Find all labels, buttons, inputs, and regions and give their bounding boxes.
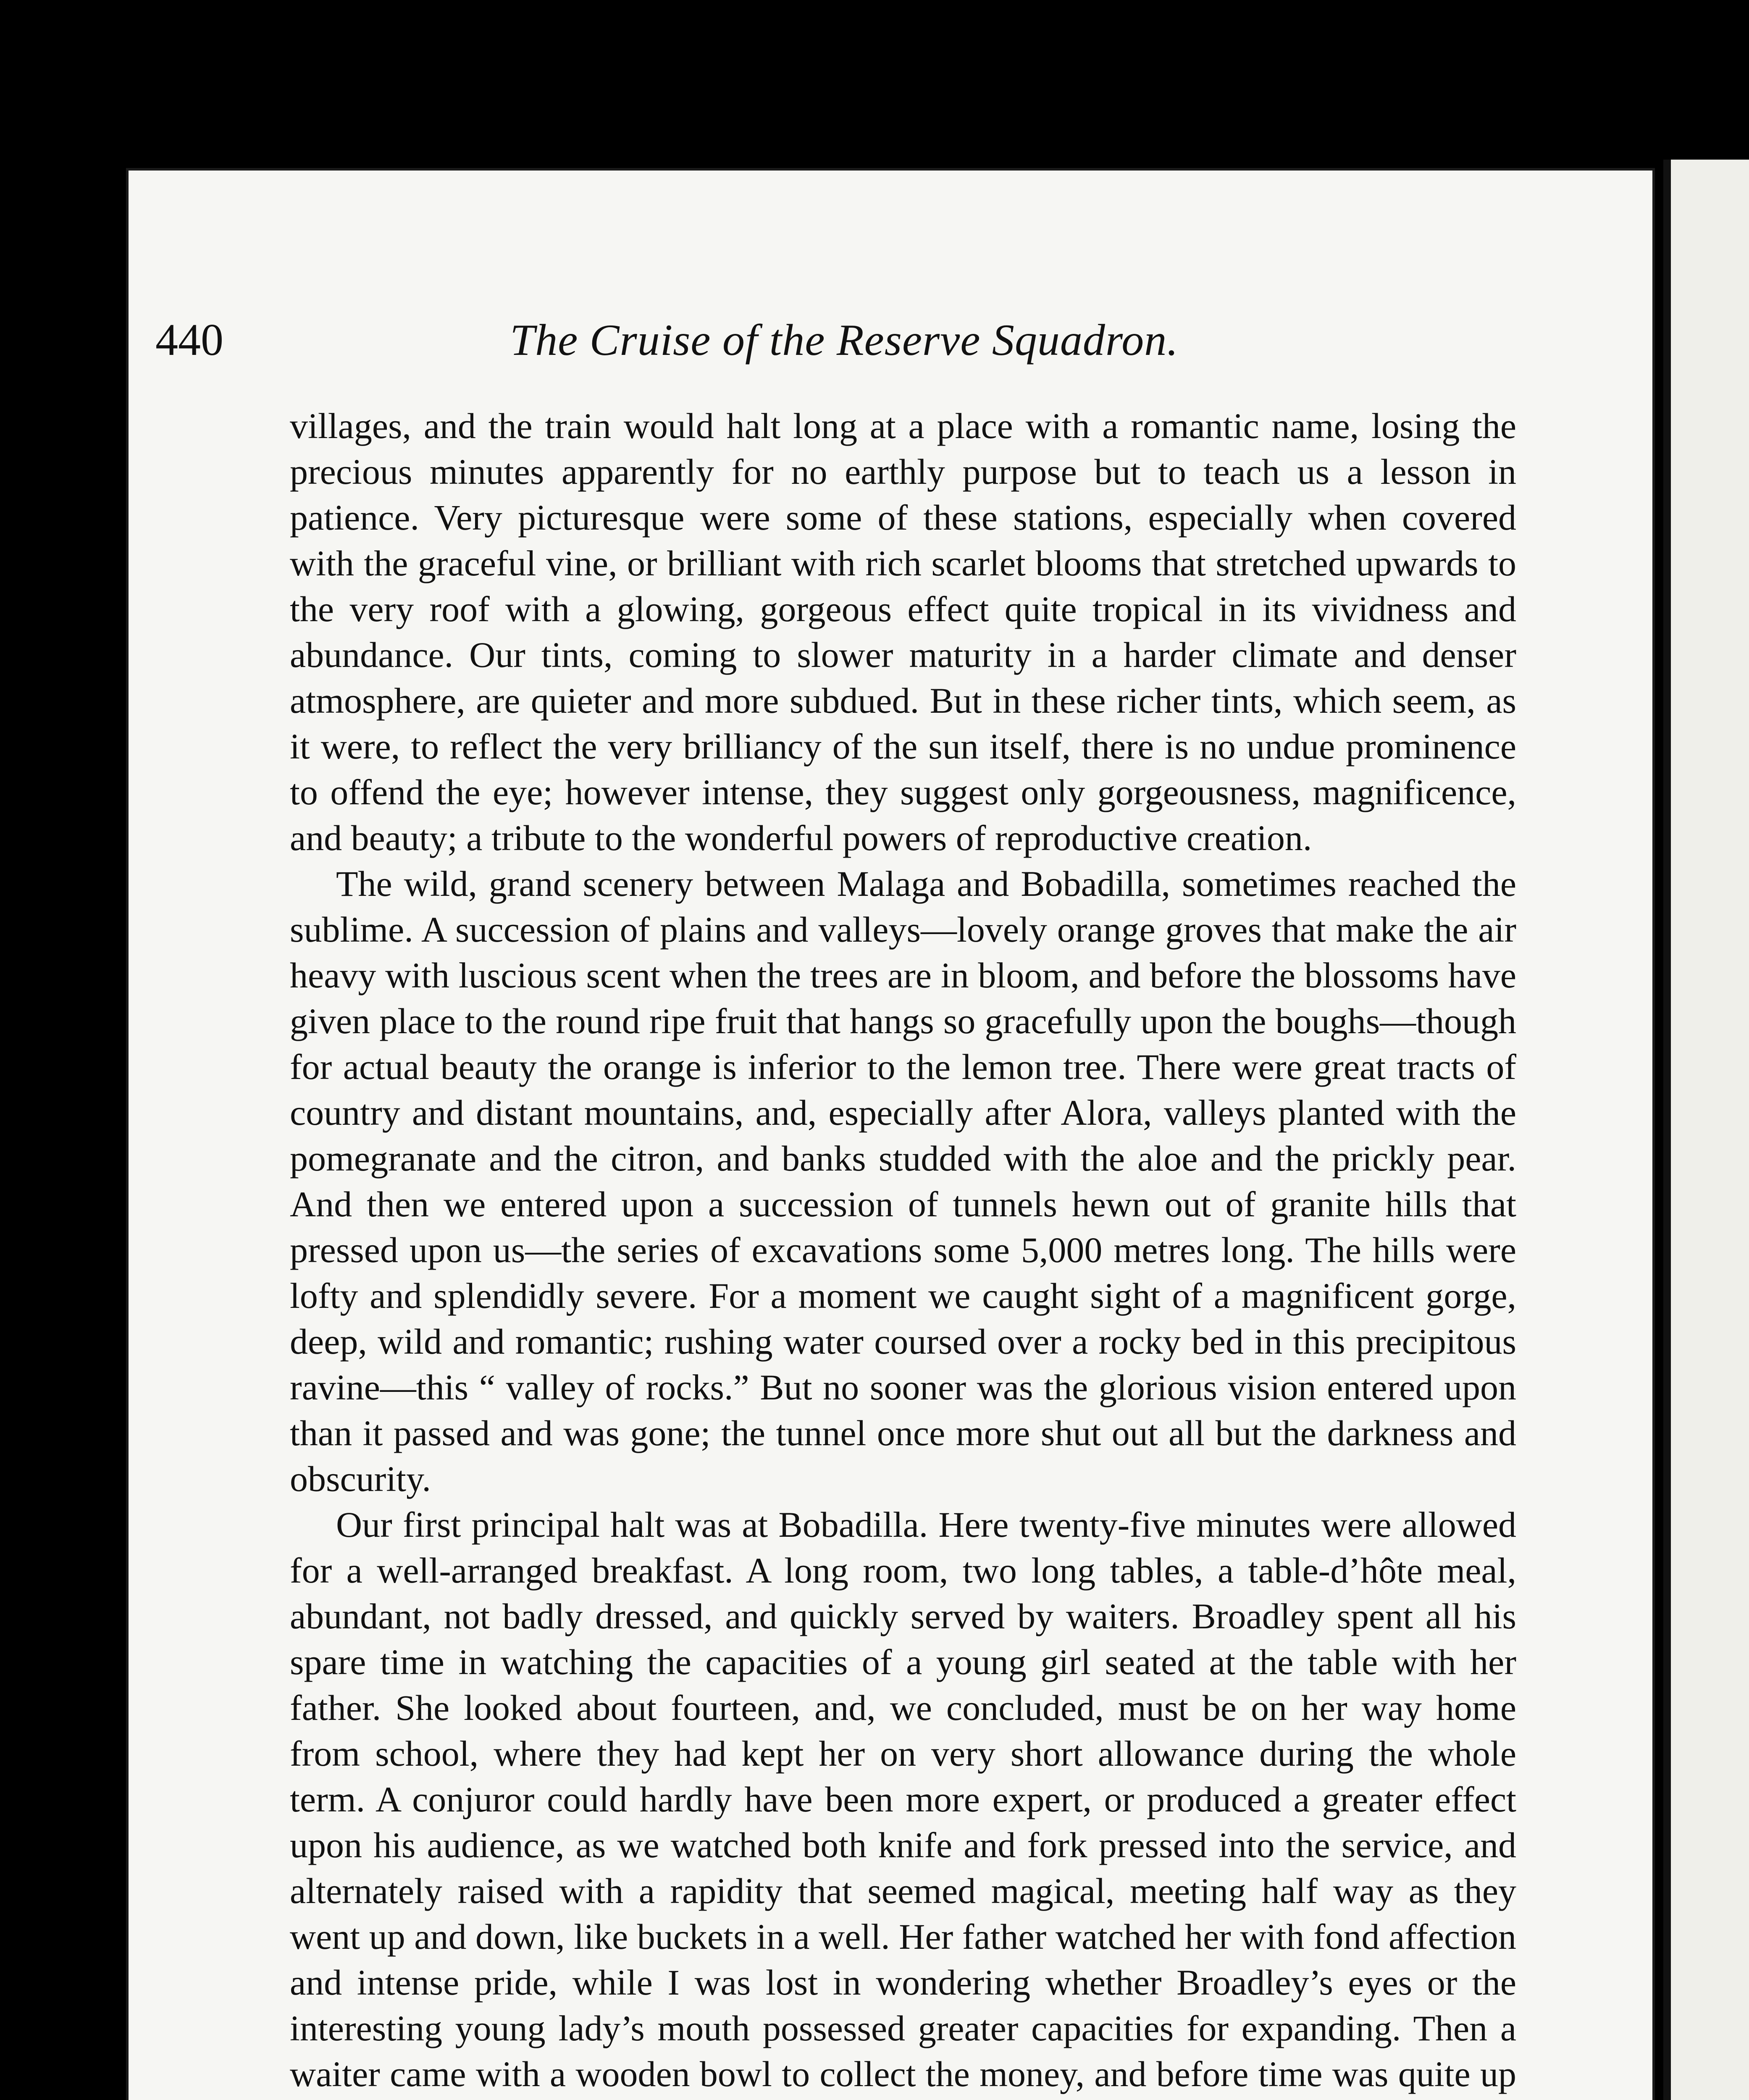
paragraph-1: villages, and the train would halt long at a place with a romantic name, losing the precious minutes apparently for no earthly purpose but to teach us a lesson in patience. Very picturesque were some of these stations, especially when covered with the graceful vine, or brilliant with rich scarlet blooms that stretched upwards to the very roof with a glowing, gorgeous effect quite tropical in its vividness and abundance. Our tints, coming to slower maturity in a harder climate and denser atmosphere, are quieter and more subdued. But in these richer tints, which seem, as it were, to reflect the very brilliancy of the sun itself, there is no undue prominence to offend the eye; however intense, they suggest only gorgeousness, magnificence, and beauty; a tribute to the wonderful powers of reproductive creation. (290, 406, 1516, 858)
page-header (155, 311, 1533, 370)
paragraph-2: The wild, grand scenery between Malaga and Bobadilla, sometimes reached the sublime. A succession of plains and valleys—lovely orange groves that make the air heavy with luscious scent when the trees are in bloom, and before the blossoms have given place to the round ripe fruit that hangs so gracefully upon the boughs—though for actual beauty the orange is inferior to the lemon tree. There were great tracts of country and distant mountains, and, especially after Alora, valleys planted with the pomegranate and the citron, and banks studded with the aloe and the prickly pear. And then we entered upon a succession of tunnels hewn out of granite hills that pressed upon us—the series of excavations some 5,000 metres long. The hills were lofty and splendidly severe. For a moment we caught sight of a magnificent gorge, deep, wild and romantic; rushing water coursed over a rocky bed in this precipitous ravine—this “ valley of rocks.” But no sooner was the glorious vision entered upon than it passed and was gone; the tunnel once more shut out all but the darkness and obscurity. (290, 864, 1516, 1499)
running-title: The Cruise of the Reserve Squadron. (510, 315, 1179, 365)
body-text (290, 403, 1516, 2100)
page-number: 440 (155, 315, 223, 365)
facing-page-edge (1663, 160, 1749, 2100)
paragraph-3: Our first principal halt was at Bobadilla. Here twenty-five minutes were allowed for a well-arranged breakfast. A long room, two long tables, a table-d’hôte meal, abundant, not badly dressed, and quickly served by waiters. Broadley spent all his spare time in watching the capacities of a young girl seated at the table with her father. She looked about fourteen, and, we concluded, must be on her way home from school, where they had kept her on very short allowance during the whole term. A conjuror could hardly have been more expert, or produced a greater effect upon his audience, as we watched both knife and fork pressed into the service, and alternately raised with a rapidity that seemed magical, meeting half way as they went up and down, like buckets in a well. Her father watched her with fond affection and intense pride, while I was lost in wondering whether Broadley’s eyes or the interesting young lady’s mouth possessed greater capacities for expanding. Then a waiter came with a wooden bowl to collect the money, and before time was quite up (290, 1504, 1516, 2094)
